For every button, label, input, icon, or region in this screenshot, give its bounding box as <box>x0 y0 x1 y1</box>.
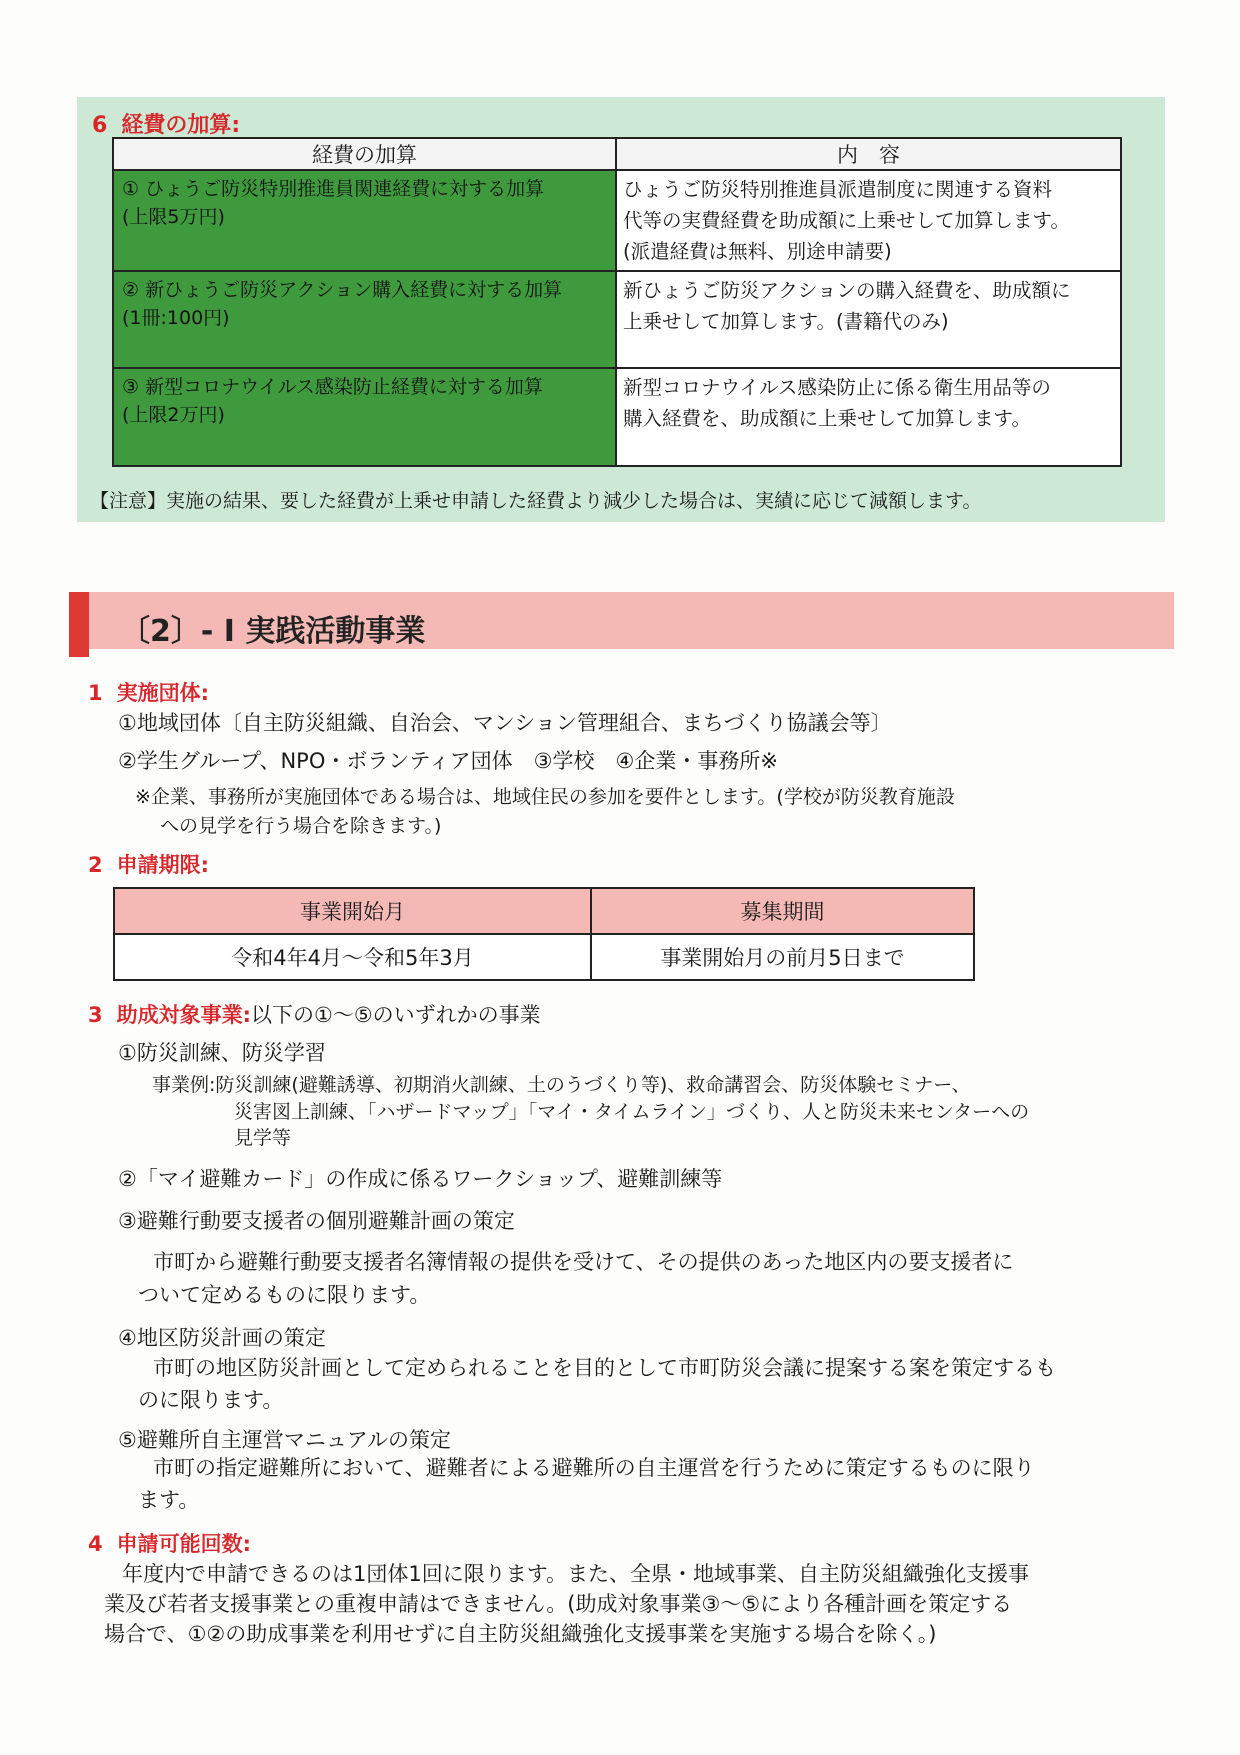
table-cell: 令和4年4月～令和5年3月 <box>114 934 591 980</box>
item1-title: ①防災訓練、防災学習 <box>118 1041 326 1065</box>
item1-example-line3: 見学等 <box>234 1127 292 1149</box>
section1-line1: ①地域団体〔自主防災組織、自治会、マンション管理組合、まちづくり協議会等〕 <box>118 711 892 735</box>
section4-desc-line2: 業及び若者支援事業との重複申請はできません。(助成対象事業③～⑤により各種計画を策定する <box>104 1592 1013 1616</box>
column-header: 募集期間 <box>591 888 974 934</box>
cost-addition-table <box>112 137 1122 467</box>
item3-title: ③避難行動要支援者の個別避難計画の策定 <box>118 1209 515 1233</box>
table-row <box>113 170 1121 271</box>
table-header-row <box>113 138 1121 170</box>
item4-desc-line1: 市町の地区防災計画として定められることを目的として市町防災会議に提案する案を策定するも <box>153 1356 1056 1380</box>
section6-note: 【注意】実施の結果、要した経費が上乗せ申請した経費より減少した場合は、実績に応じて減額します。 <box>90 490 982 512</box>
section4-desc-line3: 場合で、①②の助成事業を利用せずに自主防災組織強化支援事業を実施する場合を除く。) <box>104 1622 937 1646</box>
section3-heading: 3 助成対象事業:以下の①～⑤のいずれかの事業 <box>88 1003 541 1027</box>
item5-desc-line2: ます。 <box>138 1488 200 1512</box>
section6-heading: 6 経費の加算: <box>92 113 241 138</box>
table-row <box>113 271 1121 368</box>
item1-example-line1: 事業例:防災訓練(避難誘導、初期消火訓練、土のうづくり等)、救命講習会、防災体験セミナー、 <box>152 1074 971 1096</box>
item4-desc-line2: のに限ります。 <box>138 1388 284 1412</box>
item3-desc-line2: ついて定めるものに限ります。 <box>138 1283 431 1307</box>
section1-note2: への見学を行う場合を除きます。) <box>160 815 442 837</box>
section4-desc-line1: 年度内で申請できるのは1団体1回に限ります。また、全県・地域事業、自主防災組織強化支援事 <box>122 1562 1030 1586</box>
section-banner-title: 〔2〕- Ⅰ 実践活動事業 <box>120 614 426 649</box>
item4-title: ④地区防災計画の策定 <box>118 1326 326 1350</box>
section2-heading: 2 申請期限: <box>88 853 210 877</box>
section1-heading: 1 実施団体: <box>88 681 210 705</box>
column-header: 経費の加算 <box>113 138 616 170</box>
column-header: 事業開始月 <box>114 888 591 934</box>
column-header: 内 容 <box>616 138 1121 170</box>
table-cell: 事業開始月の前月5日まで <box>591 934 974 980</box>
table-header-row <box>114 888 974 934</box>
item2-title: ②「マイ避難カード」の作成に係るワークショップ、避難訓練等 <box>118 1167 723 1191</box>
section-banner-accent <box>69 592 89 657</box>
item1-example-line2: 災害図上訓練、「ハザードマップ」「マイ・タイムライン」づくり、人と防災未来センターへの <box>234 1101 1030 1123</box>
cost-label: ③ 新型コロナウイルス感染防止経費に対する加算 (上限2万円) <box>113 368 616 466</box>
section1-line2: ②学生グループ、NPO・ボランティア団体 ③学校 ④企業・事務所※ <box>118 749 778 773</box>
cost-description: 新ひょうご防災アクションの購入経費を、助成額に 上乗せして加算します。(書籍代のみ) <box>616 271 1121 368</box>
item3-desc-line1: 市町から避難行動要支援者名簿情報の提供を受けて、その提供のあった地区内の要支援者に <box>153 1250 1014 1274</box>
item5-desc-line1: 市町の指定避難所において、避難者による避難所の自主運営を行うために策定するものに限り <box>153 1456 1035 1480</box>
section4-heading: 4 申請可能回数: <box>88 1532 252 1556</box>
cost-label: ② 新ひょうご防災アクション購入経費に対する加算 (1冊:100円) <box>113 271 616 368</box>
section1-note1: ※企業、事務所が実施団体である場合は、地域住民の参加を要件とします。(学校が防災教育施設 <box>135 786 955 808</box>
cost-description: 新型コロナウイルス感染防止に係る衛生用品等の 購入経費を、助成額に上乗せして加算します。 <box>616 368 1121 466</box>
cost-label: ① ひょうご防災特別推進員関連経費に対する加算 (上限5万円) <box>113 170 616 271</box>
table-row <box>113 368 1121 466</box>
item5-title: ⑤避難所自主運営マニュアルの策定 <box>118 1428 451 1452</box>
table-row <box>114 934 974 980</box>
cost-description: ひょうご防災特別推進員派遣制度に関連する資料 代等の実費経費を助成額に上乗せして加算します。 (派遣経費は無料、別途申請要) <box>616 170 1121 271</box>
application-period-table <box>113 887 975 981</box>
